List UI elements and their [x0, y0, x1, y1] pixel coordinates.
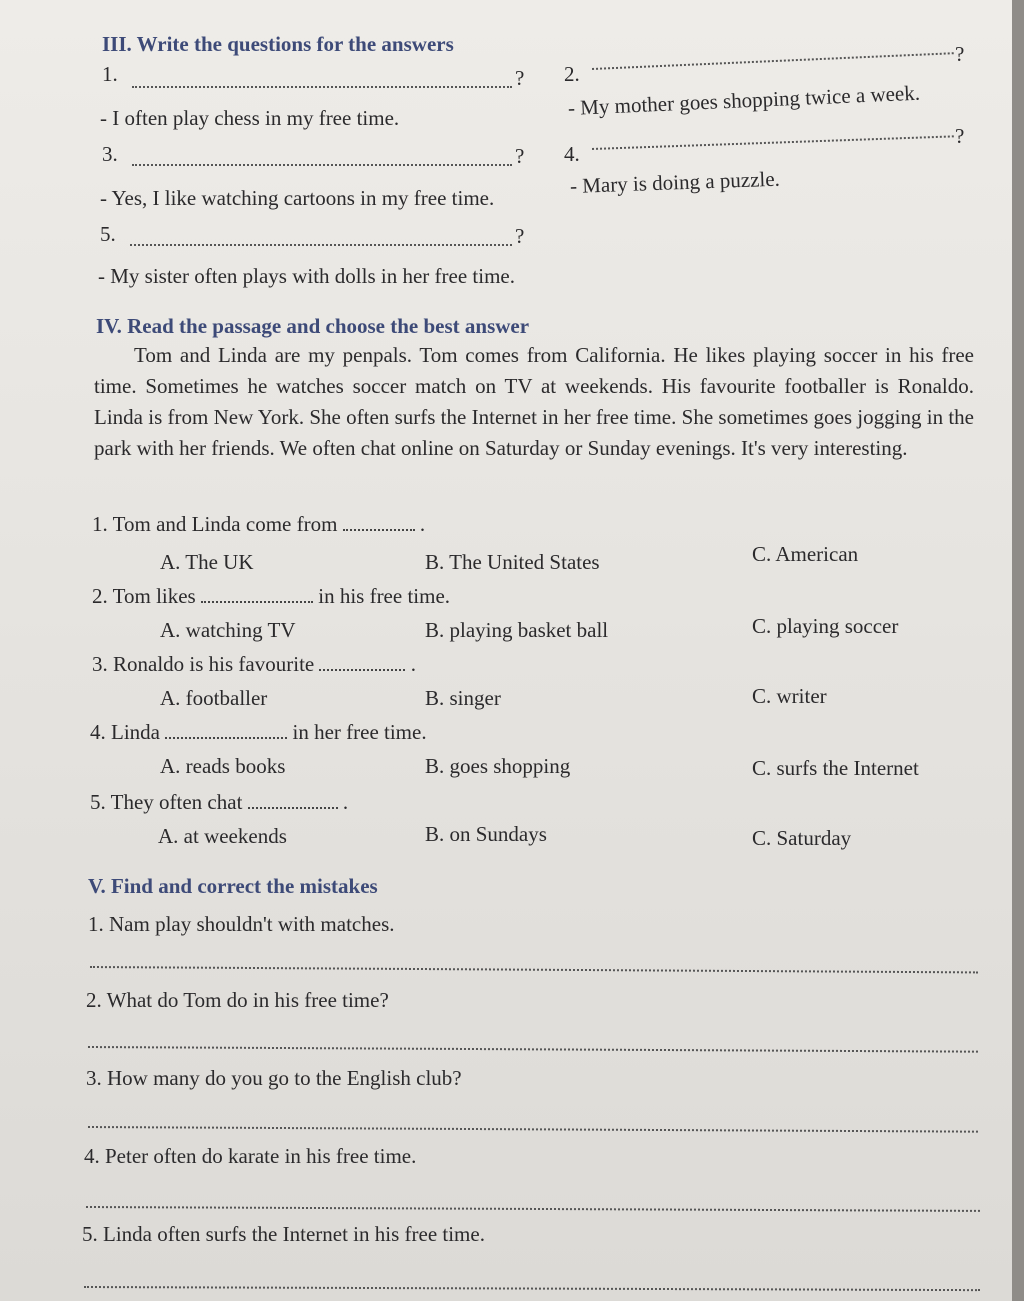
mistake-3-text: How many do you go to the English club?: [107, 1066, 462, 1090]
mc-5-stem: They often chat: [110, 790, 243, 814]
mc-5-option-b[interactable]: B. on Sundays: [425, 822, 547, 846]
q3-2-qmark: ?: [955, 42, 965, 66]
reading-passage: [94, 340, 974, 464]
mistake-5-answer-line[interactable]: [84, 1286, 980, 1291]
mc-2-option-c[interactable]: C. playing soccer: [752, 614, 899, 638]
mistake-2-text: What do Tom do in his free time?: [106, 988, 389, 1012]
mistake-5: [82, 1222, 485, 1247]
mc-5-stem-end: .: [342, 790, 349, 814]
q3-1-answer: - I often play chess in my free time.: [100, 106, 400, 130]
mistake-2-number: 2.: [86, 988, 102, 1012]
mc-4-option-b[interactable]: B. goes shopping: [425, 754, 571, 778]
mc-2-option-a[interactable]: A. watching TV: [160, 618, 296, 642]
mistake-3-number: 3.: [86, 1066, 102, 1090]
mc-1-option-c[interactable]: C. American: [752, 542, 859, 566]
q3-1-qmark: ?: [515, 66, 525, 90]
q3-3-qmark: ?: [515, 144, 525, 168]
passage-text: Tom and Linda are my penpals. Tom comes from California. He likes playing soccer in his free time. Sometimes he watches soccer match on TV at weekends. His favourite footballer is Ronaldo. Linda is from New York. She often surfs the Internet in her free time. She sometimes goes jogging in the park with her friends. We often chat online on Saturday or Sunday evenings. It's very interesting.: [94, 343, 974, 460]
q3-3-answer: - Yes, I like watching cartoons in my free time.: [100, 186, 495, 210]
mc-3-option-b[interactable]: B. singer: [425, 686, 501, 710]
q3-4-qmark: ?: [955, 124, 965, 148]
mc-4-option-c[interactable]: C. surfs the Internet: [752, 756, 919, 780]
mc-4-option-a[interactable]: A. reads books: [160, 754, 286, 778]
mc-5-blank[interactable]: [248, 793, 338, 809]
q3-5-answer: - My sister often plays with dolls in her free time.: [98, 264, 515, 288]
q3-2-answer: - My mother goes shopping twice a week.: [567, 80, 921, 120]
mistake-1-text: Nam play shouldn't with matches.: [109, 912, 395, 936]
mc-3-number: 3.: [92, 652, 108, 676]
q3-4-answer-line[interactable]: [592, 135, 954, 150]
mc-3-option-a[interactable]: A. footballer: [160, 686, 268, 710]
q3-1-answer-line[interactable]: [132, 86, 512, 88]
mistake-4-text: Peter often do karate in his free time.: [105, 1144, 417, 1168]
q3-1-number: 1.: [102, 62, 118, 86]
mc-1-stem-end: .: [419, 512, 426, 536]
mc-1-option-a[interactable]: A. The UK: [160, 550, 254, 574]
mc-4-number: 4.: [90, 720, 106, 744]
q3-3-answer-line[interactable]: [132, 164, 512, 166]
mc-5-number: 5.: [90, 790, 106, 814]
mc-5-option-c[interactable]: C. Saturday: [752, 826, 852, 850]
mistake-5-number: 5.: [82, 1222, 98, 1246]
q3-4-answer: - Mary is doing a puzzle.: [569, 166, 781, 198]
q3-2-number: 2.: [564, 62, 580, 86]
mistake-3: [86, 1066, 462, 1091]
mc-5-option-a[interactable]: A. at weekends: [158, 824, 287, 848]
mc-2-number: 2.: [92, 584, 108, 608]
section-3-title: III. Write the questions for the answers: [102, 32, 454, 56]
mc-2-option-b[interactable]: B. playing basket ball: [425, 618, 609, 642]
mistake-4-number: 4.: [84, 1144, 100, 1168]
section-5-title: V. Find and correct the mistakes: [88, 874, 378, 898]
mistake-1-number: 1.: [88, 912, 104, 936]
mc-2-stem-end: in his free time.: [318, 584, 451, 608]
mc-3-stem: Ronaldo is his favourite: [113, 652, 315, 676]
mistake-2-answer-line[interactable]: [88, 1046, 978, 1053]
mc-1-stem: Tom and Linda come from: [112, 512, 338, 536]
mistake-4-answer-line[interactable]: [86, 1206, 980, 1212]
mc-2-stem: Tom likes: [112, 584, 196, 608]
q3-5-qmark: ?: [515, 224, 525, 248]
mistake-2: [86, 988, 389, 1013]
q3-5-number: 5.: [100, 222, 116, 246]
mc-3-blank[interactable]: [319, 655, 405, 671]
mc-4-stem: Linda: [111, 720, 160, 744]
mc-3-option-c[interactable]: C. writer: [752, 684, 827, 708]
q3-4-number: 4.: [564, 142, 580, 166]
q3-5-answer-line[interactable]: [130, 244, 512, 246]
mistake-5-text: Linda often surfs the Internet in his free time.: [103, 1222, 485, 1246]
mc-4-stem-end: in her free time.: [292, 720, 427, 744]
mc-3-stem-end: .: [410, 652, 416, 676]
q3-3-number: 3.: [102, 142, 118, 166]
mc-2-blank[interactable]: [201, 587, 313, 603]
mc-4-blank[interactable]: [165, 723, 287, 739]
section-4-title: IV. Read the passage and choose the best answer: [96, 314, 530, 338]
q3-2-answer-line[interactable]: [592, 52, 954, 70]
mc-1-blank[interactable]: [343, 515, 415, 531]
mc-1-number: 1.: [92, 512, 108, 536]
mistake-3-answer-line[interactable]: [88, 1126, 978, 1133]
mistake-1: [88, 912, 395, 937]
mistake-4: [84, 1144, 416, 1169]
mistake-1-answer-line[interactable]: [90, 966, 978, 973]
mc-1-option-b[interactable]: B. The United States: [425, 550, 600, 574]
